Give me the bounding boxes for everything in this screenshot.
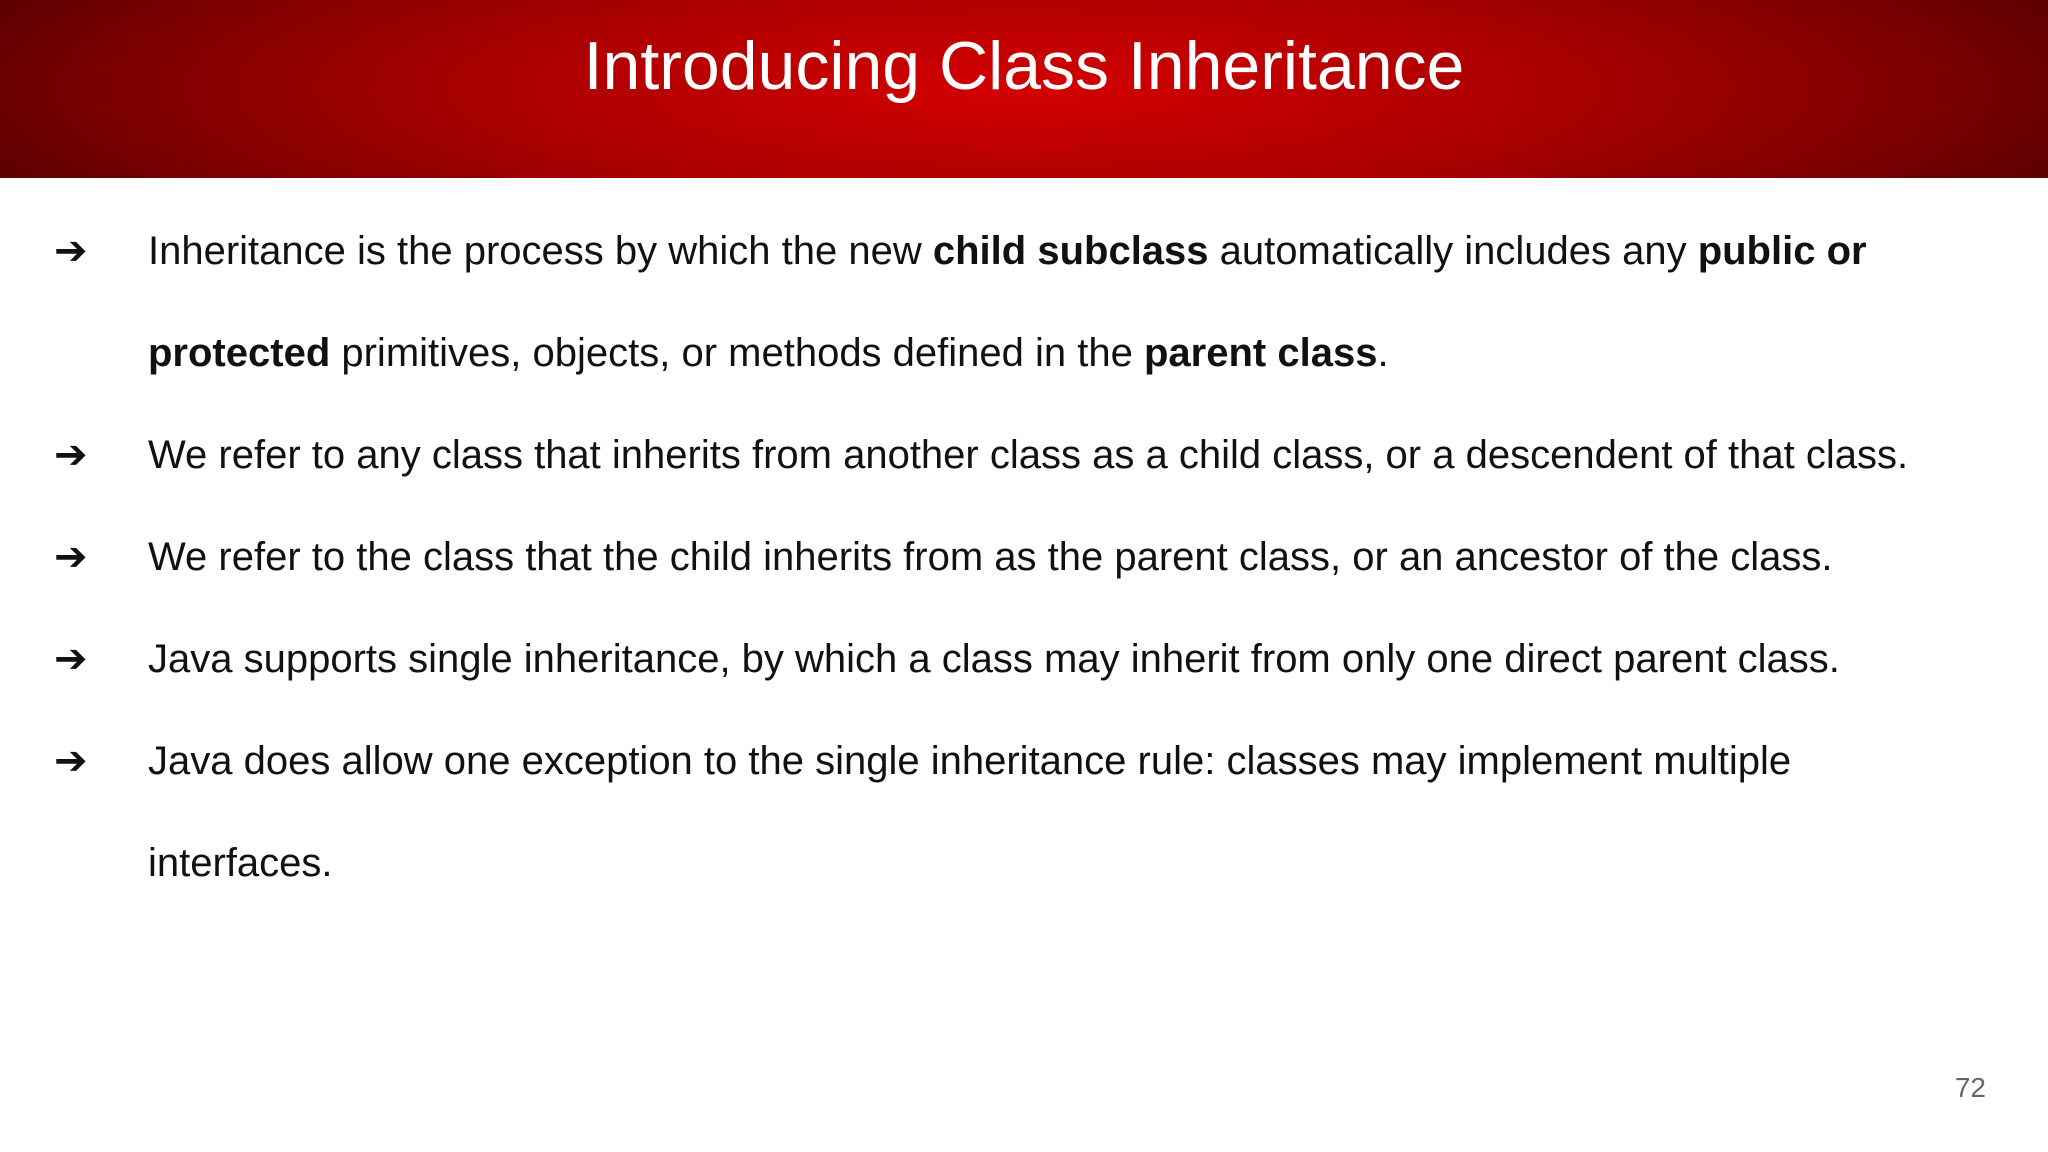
bullet-text: We refer to any class that inherits from another class as a child class, or a descendent of that class. — [148, 433, 1909, 477]
bullet-text: Java does allow one exception to the single inheritance rule: classes may implement multiple interfaces. — [148, 739, 1792, 885]
right-arrow-icon: ➔ — [54, 738, 88, 784]
bullet-text: We refer to the class that the child inherits from as the parent class, or an ancestor of the class. — [148, 535, 1833, 579]
bullet-text: Java supports single inheritance, by which a class may inherit from only one direct parent class. — [148, 637, 1840, 681]
slide-title: Introducing Class Inheritance — [583, 28, 1465, 104]
right-arrow-icon: ➔ — [54, 534, 88, 580]
right-arrow-icon: ➔ — [54, 228, 88, 274]
bullet-item-1 — [0, 200, 2048, 404]
title-bar — [0, 0, 2048, 178]
right-arrow-icon: ➔ — [54, 636, 88, 682]
right-arrow-icon: ➔ — [54, 432, 88, 478]
bullet-item-4 — [0, 608, 2048, 710]
bullet-item-5 — [0, 710, 2048, 914]
page-number: 72 — [1954, 1072, 1986, 1103]
bullet-item-2 — [0, 404, 2048, 506]
bullet-text: Inheritance is the process by which the new child subclass automatically includes any public or protected primitives, objects, or methods defined in the parent class. — [148, 229, 1867, 375]
bullet-list — [0, 200, 2048, 914]
bullet-item-3 — [0, 506, 2048, 608]
